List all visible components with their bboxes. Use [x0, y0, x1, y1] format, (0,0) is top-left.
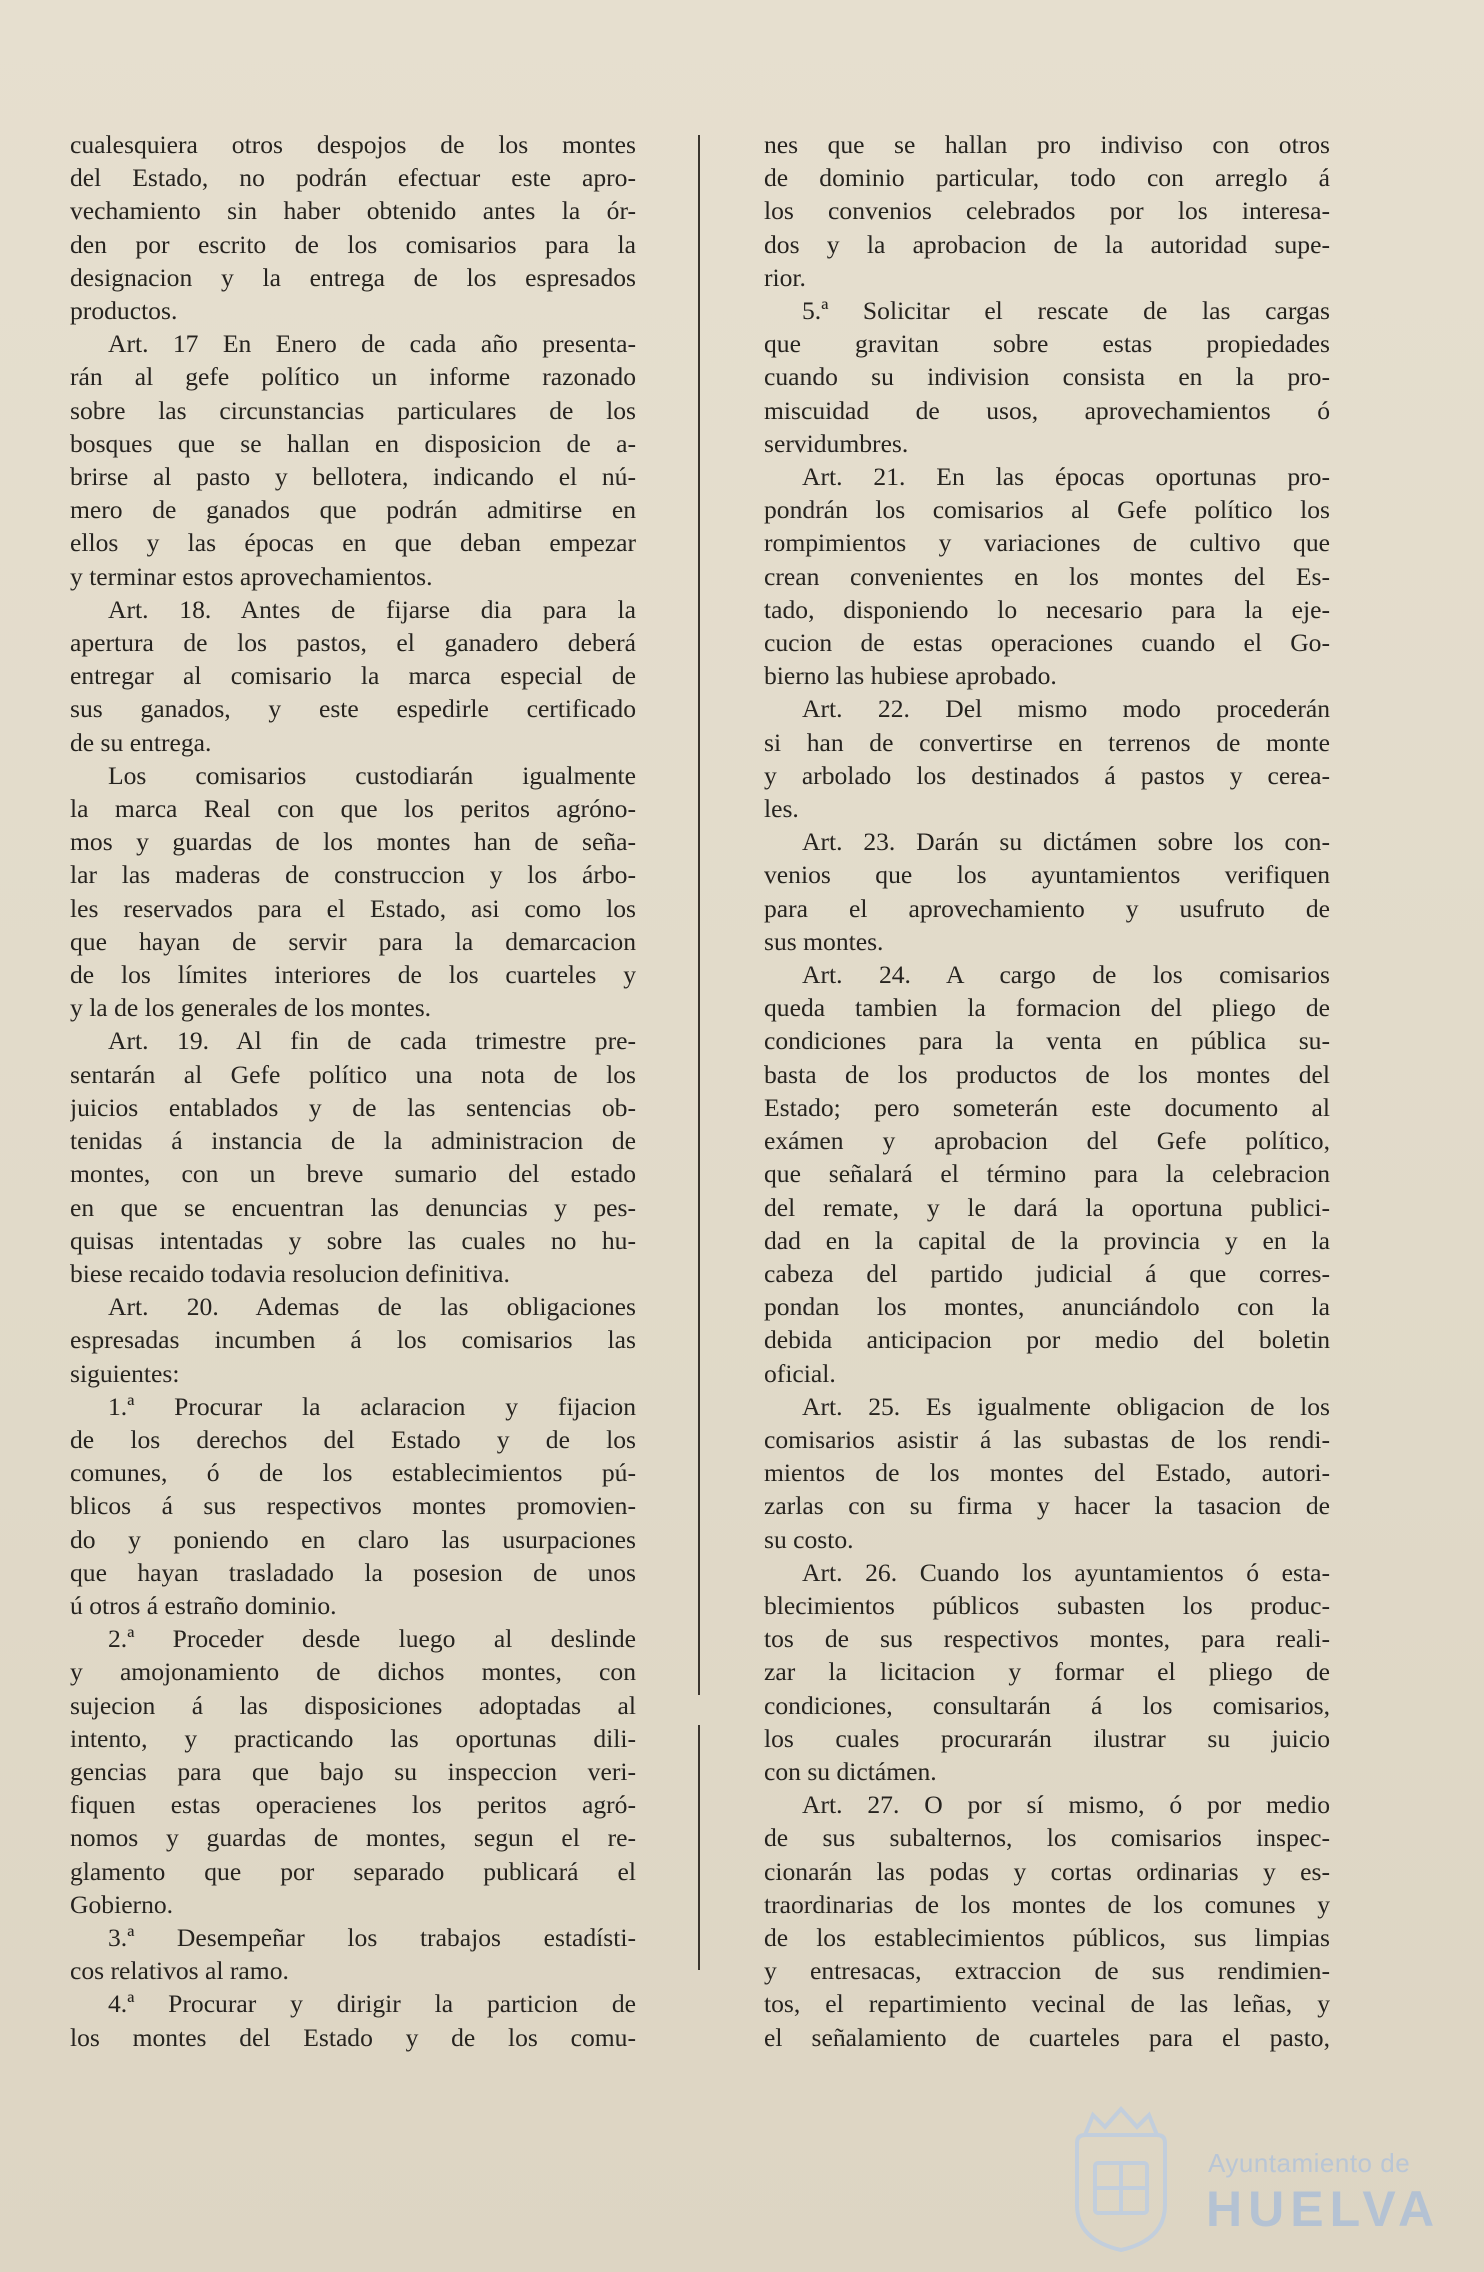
text-line: intento, y practicando las oportunas dili- [70, 1723, 636, 1753]
text-line: debida anticipacion por medio del boletin [764, 1325, 1330, 1355]
text-line: blecimientos públicos subasten los produc- [764, 1590, 1330, 1620]
text-line: que hayan trasladado la posesion de unos [70, 1557, 636, 1587]
text-line: fiquen estas operacienes los peritos agró- [70, 1790, 636, 1820]
text-line: sus montes. [764, 926, 884, 956]
column-divider-rule-lower [698, 1725, 700, 1970]
text-line: bierno las hubiese aprobado. [764, 661, 1057, 691]
text-line: los cuales procurarán ilustrar su juicio [764, 1723, 1330, 1753]
text-line: siguientes: [70, 1358, 180, 1388]
column-divider-rule [698, 135, 700, 1695]
text-line: montes, con un breve sumario del estado [70, 1159, 636, 1189]
text-line: rompimientos y variaciones de cultivo que [764, 528, 1330, 558]
text-line: venios que los ayuntamientos verifiquen [764, 860, 1330, 890]
text-line: mientos de los montes del Estado, autori- [764, 1458, 1330, 1488]
text-line: biese recaido todavia resolucion definitiva. [70, 1258, 510, 1288]
text-line: quisas intentadas y sobre las cuales no hu- [70, 1225, 636, 1255]
text-line: y amojonamiento de dichos montes, con [70, 1657, 636, 1687]
text-line: Art. 25. Es igualmente obligacion de los [802, 1391, 1330, 1421]
text-line: Art. 18. Antes de fijarse dia para la [108, 594, 636, 624]
text-line: les. [764, 794, 799, 824]
text-line: ú otros á estraño dominio. [70, 1590, 337, 1620]
text-line: su costo. [764, 1524, 854, 1554]
text-line: basta de los productos de los montes del [764, 1059, 1330, 1089]
text-line: apertura de los pastos, el ganadero deberá [70, 628, 636, 658]
text-line: cionarán las podas y cortas ordinarias y es- [764, 1856, 1330, 1886]
text-line: miscuidad de usos, aprovechamientos ó [764, 395, 1330, 425]
text-line: Art. 26. Cuando los ayuntamientos ó esta- [802, 1557, 1330, 1587]
text-line: Art. 27. O por sí mismo, ó por medio [802, 1790, 1330, 1820]
text-line: 5.ª Solicitar el rescate de las cargas [802, 296, 1330, 326]
text-line: glamento que por separado publicará el [70, 1856, 636, 1886]
text-line: condiciones, consultarán á los comisarios, [764, 1690, 1330, 1720]
text-line: nes que se hallan pro indiviso con otros [764, 130, 1330, 159]
text-line: y la de los generales de los montes. [70, 993, 432, 1023]
text-line: los convenios celebrados por los interesa- [764, 196, 1330, 226]
text-line: traordinarias de los montes de los comunes y [764, 1889, 1330, 1919]
watermark-line2: HUELVA [1206, 2181, 1441, 2237]
text-line: tado, disponiendo lo necesario para la eje- [764, 594, 1330, 624]
text-line: Art. 21. En las épocas oportunas pro- [802, 462, 1330, 492]
text-line: Art. 24. A cargo de los comisarios [802, 960, 1330, 990]
text-line: tos de sus respectivos montes, para reali- [764, 1624, 1330, 1654]
text-line: de dominio particular, todo con arreglo á [764, 163, 1330, 193]
text-line: Art. 23. Darán su dictámen sobre los con- [802, 827, 1330, 857]
text-line: cabeza del partido judicial á que corres- [764, 1258, 1330, 1288]
text-line: de los establecimientos públicos, sus limpias [764, 1922, 1330, 1952]
text-line: el señalamiento de cuarteles para el pasto, [764, 2022, 1330, 2052]
text-line: Art. 19. Al fin de cada trimestre pre- [108, 1026, 636, 1056]
text-line: bosques que se hallan en disposicion de a- [70, 428, 636, 458]
text-line: los montes del Estado y de los comu- [70, 2022, 636, 2052]
text-line: y arbolado los destinados á pastos y cerea- [764, 760, 1330, 790]
text-line: Art. 20. Ademas de las obligaciones [108, 1292, 636, 1322]
text-line: queda tambien la formacion del pliego de [764, 993, 1330, 1023]
text-line: que hayan de servir para la demarcacion [70, 926, 636, 956]
text-line: Gobierno. [70, 1889, 174, 1919]
text-line: con su dictámen. [764, 1756, 937, 1786]
text-line: 2.ª Proceder desde luego al deslinde [108, 1624, 636, 1654]
text-line: y entresacas, extraccion de sus rendimien- [764, 1956, 1330, 1986]
text-line: entregar al comisario la marca especial de [70, 661, 636, 691]
text-line: zarlas con su firma y hacer la tasacion de [764, 1491, 1330, 1521]
text-line: pondan los montes, anunciándolo con la [764, 1292, 1330, 1322]
text-line: sus ganados, y este espedirle certificado [70, 694, 636, 724]
text-line: mero de ganados que podrán admitirse en [70, 495, 636, 525]
text-line: zar la licitacion y formar el pliego de [764, 1657, 1330, 1687]
text-line: dad en la capital de la provincia y en la [764, 1225, 1330, 1255]
text-line: Art. 17 En Enero de cada año presenta- [108, 329, 636, 359]
text-line: cualesquiera otros despojos de los montes [70, 130, 636, 159]
text-line: tos, el repartimiento vecinal de las leñas, y [764, 1989, 1330, 2019]
text-line: les reservados para el Estado, asi como los [70, 893, 636, 923]
text-line: cuando su indivision consista en la pro- [764, 362, 1330, 392]
text-line: del Estado, no podrán efectuar este apro- [70, 163, 636, 193]
text-line: productos. [70, 296, 178, 326]
text-line: en que se encuentran las denuncias y pes- [70, 1192, 636, 1222]
text-line: del remate, y le dará la oportuna publici- [764, 1192, 1330, 1222]
text-line: de los derechos del Estado y de los [70, 1424, 636, 1454]
text-line: sentarán al Gefe político una nota de los [70, 1059, 636, 1089]
text-line: dos y la aprobacion de la autoridad supe- [764, 229, 1330, 259]
text-line: de los límites interiores de los cuarteles y [70, 960, 636, 990]
text-line: para el aprovechamiento y usufruto de [764, 893, 1330, 923]
text-line: ellos y las épocas en que deban empezar [70, 528, 636, 558]
text-line: la marca Real con que los peritos agróno- [70, 794, 636, 824]
text-line: juicios entablados y de las sentencias ob- [70, 1092, 636, 1122]
text-line: designacion y la entrega de los espresados [70, 262, 636, 292]
text-line: que señalará el término para la celebracion [764, 1159, 1330, 1189]
text-line: tenidas á instancia de la administracion de [70, 1126, 636, 1156]
text-line: si han de convertirse en terrenos de monte [764, 727, 1330, 757]
text-line: de sus subalternos, los comisarios inspec- [764, 1823, 1330, 1853]
text-line: mos y guardas de los montes han de seña- [70, 827, 636, 857]
text-line: blicos á sus respectivos montes promovien- [70, 1491, 636, 1521]
text-line: comunes, ó de los establecimientos pú- [70, 1458, 636, 1488]
text-line: Art. 22. Del mismo modo procederán [802, 694, 1330, 724]
text-line: cos relativos al ramo. [70, 1956, 289, 1986]
text-line: rior. [764, 262, 806, 292]
text-line: sujecion á las disposiciones adoptadas al [70, 1690, 636, 1720]
text-line: do y poniendo en claro las usurpaciones [70, 1524, 636, 1554]
text-line: que gravitan sobre estas propiedades [764, 329, 1330, 359]
text-line: pondrán los comisarios al Gefe político los [764, 495, 1330, 525]
text-line: crean convenientes en los montes del Es- [764, 561, 1330, 591]
text-line: cucion de estas operaciones cuando el Go- [764, 628, 1330, 658]
text-line: 4.ª Procurar y dirigir la particion de [108, 1989, 636, 2019]
text-line: y terminar estos aprovechamientos. [70, 561, 433, 591]
text-line: espresadas incumben á los comisarios las [70, 1325, 636, 1355]
text-line: comisarios asistir á las subastas de los rendi- [764, 1424, 1330, 1454]
text-line: brirse al pasto y bellotera, indicando el nú- [70, 462, 636, 492]
text-line: lar las maderas de construccion y los árbo- [70, 860, 636, 890]
left-text-column [70, 128, 636, 2054]
text-line: Estado; pero someterán este documento al [764, 1092, 1330, 1122]
text-line: gencias para que bajo su inspeccion veri- [70, 1756, 636, 1786]
right-text-column [764, 128, 1330, 2054]
text-line: 1.ª Procurar la aclaracion y fijacion [108, 1391, 636, 1421]
watermark-line1: Ayuntamiento de [1208, 2148, 1411, 2178]
text-line: vechamiento sin haber obtenido antes la ór- [70, 196, 636, 226]
text-line: exámen y aprobacion del Gefe político, [764, 1126, 1330, 1156]
text-line: condiciones para la venta en pública su- [764, 1026, 1330, 1056]
text-line: oficial. [764, 1358, 836, 1388]
text-line: Los comisarios custodiarán igualmente [108, 760, 636, 790]
text-line: nomos y guardas de montes, segun el re- [70, 1823, 636, 1853]
text-line: servidumbres. [764, 428, 909, 458]
text-line: den por escrito de los comisarios para la [70, 229, 636, 259]
text-line: 3.ª Desempeñar los trabajos estadísti- [108, 1922, 636, 1952]
text-line: rán al gefe político un informe razonado [70, 362, 636, 392]
text-line: sobre las circunstancias particulares de los [70, 395, 636, 425]
text-line: de su entrega. [70, 727, 212, 757]
